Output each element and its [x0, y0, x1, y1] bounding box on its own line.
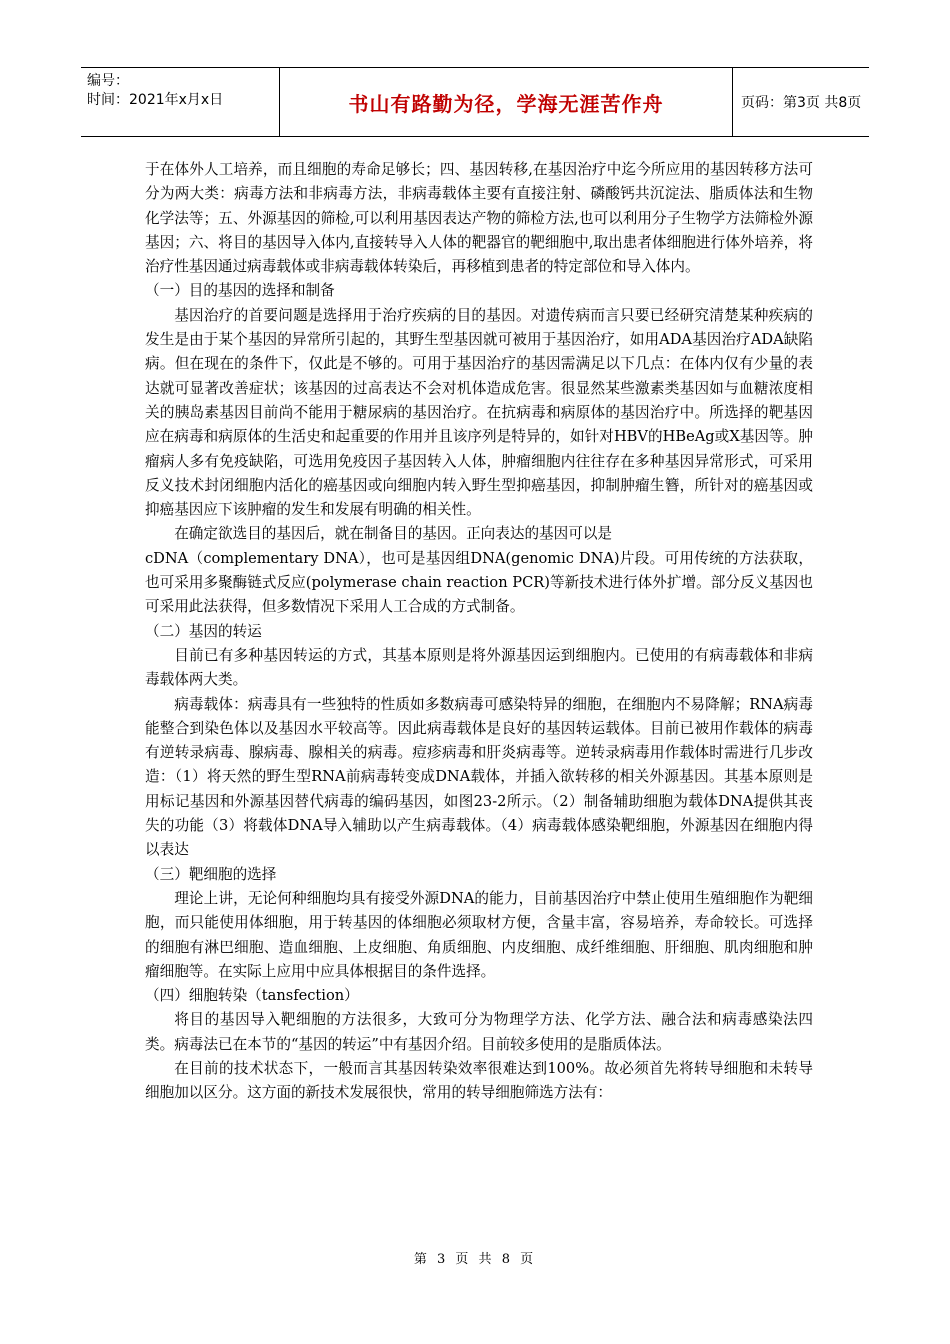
document-date: 时间：2021年x月x日 [87, 92, 224, 108]
header-page-info: 页码：第3页 共8页 [741, 95, 862, 111]
paragraph: 病毒载体：病毒具有一些独特的性质如多数病毒可感染特异的细胞，在细胞内不易降解；RNA病毒能整合到染色体以及基因水平较高等。因此病毒载体是良好的基因转运载体。目前已被用作载体的病毒有逆转录病毒、腺病毒、腺相关的病毒。痘疹病毒和肝炎病毒等。逆转录病毒用作载体时需进行几步改造：（1）将天然的野生型RNA前病毒转变成DNA载体，并插入欲转移的相关外源基因。其基本原则是用标记基因和外源基因替代病毒的编码基因，如图23-2所示。（2）制备辅助细胞为载体DNA提供其丧失的功能（3）将载体DNA导入辅助以产生病毒载体。（4）病毒载体感染靶细胞，外源基因在细胞内得以表达 [145, 695, 813, 859]
paragraph: 理论上讲，无论何种细胞均具有接受外源DNA的能力，目前基因治疗中禁止使用生殖细胞作为靶细胞，而只能使用体细胞，用于转基因的体细胞必须取材方便，含量丰富，容易培养，寿命较长。可选择的细胞有淋巴细胞、造血细胞、上皮细胞、角质细胞、内皮细胞、成纤维细胞、肝细胞、肌肉细胞和肿瘤细胞等。在实际上应用中应具体根据目的条件选择。 [145, 889, 813, 980]
header-motto: 书山有路勤为径，学海无涯苦作舟 [348, 91, 664, 116]
paragraph: cDNA（complementary DNA），也可是基因组DNA(genomic DNA)片段。可用传统的方法获取，也可采用多聚酶链式反应(polymerase chain reaction PCR)等新技术进行体外扩增。部分反义基因也可采用此法获得，但多数情况下采用人工合成的方式制备。 [145, 549, 813, 616]
header-motto-cell [280, 68, 733, 136]
paragraph: 基因治疗的首要问题是选择用于治疗疾病的目的基因。对遗传病而言只要已经研究清楚某种疾病的发生是由于某个基因的异常所引起的，其野生型基因就可被用于基因治疗，如用ADA基因治疗ADA缺陷病。但在现在的条件下，仅此是不够的。可用于基因治疗的基因需满足以下几点：在体内仅有少量的表达就可显著改善症状；该基因的过高表达不会对机体造成危害。很显然某些激素类基因如与血糖浓度相关的胰岛素基因目前尚不能用于糖尿病的基因治疗。在抗病毒和病原体的基因治疗中。所选择的靶基因应在病毒和病原体的生活史和起重要的作用并且该序列是特异的，如针对HBV的HBeAg或X基因等。肿瘤病人多有免疫缺陷，可选用免疫因子基因转入人体，肿瘤细胞内往往存在多种基因异常形式，可采用反义技术封闭细胞内活化的癌基因或向细胞内转入野生型抑癌基因，抑制肿瘤生簪，所针对的癌基因或抑癌基因应下该肿瘤的发生和发展有明确的相关性。 [145, 306, 813, 519]
paragraph: 在目前的技术状态下，一般而言其基因转染效率很难达到100%。故必须首先将转导细胞和未转导细胞加以区分。这方面的新技术发展很快，常用的转导细胞筛选方法有： [145, 1059, 813, 1102]
header-page-info-cell [733, 68, 869, 136]
paragraph-intro-continuation: 于在体外人工培养，而且细胞的寿命足够长；四、基因转移,在基因治疗中迄今所应用的基因转移方法可分为两大类：病毒方法和非病毒方法，非病毒载体主要有直接注射、磷酸钙共沉淀法、脂质体法和生物化学法等；五、外源基因的筛检,可以利用基因表达产物的筛检方法,也可以利用分子生物学方法筛检外源基因；六、将目的基因导入体内,直接转导入人体的靶器官的靶细胞中,取出患者体细胞进行体外培养，将治疗性基因通过病毒载体或非病毒载体转染后，再移植到患者的特定部位和导入体内。 [145, 161, 813, 276]
header-meta [81, 68, 280, 136]
document-number-label: 编号： [87, 73, 129, 89]
section-heading-transfection: （四）细胞转染（tansfection） [145, 987, 359, 1005]
page-header [81, 67, 869, 137]
section-heading-target-cells: （三）靶细胞的选择 [145, 865, 277, 883]
paragraph: 将目的基因导入靶细胞的方法很多，大致可分为物理学方法、化学方法、融合法和病毒感染法四类。病毒法已在本节的“基因的转运”中有基因介绍。目前较多使用的是脂质体法。 [145, 1011, 813, 1053]
section-heading-gene-selection: （一）目的基因的选择和制备 [145, 282, 335, 300]
paragraph: 在确定欲选目的基因后，就在制备目的基因。正向表达的基因可以是 [174, 525, 613, 543]
page-footer: 第 3 页 共 8 页 [413, 1252, 537, 1267]
document-body [145, 158, 813, 1106]
paragraph: 目前已有多种基因转运的方式，其基本原则是将外源基因运到细胞内。已使用的有病毒载体和非病毒载体两大类。 [145, 646, 813, 689]
section-heading-gene-transport: （二）基因的转运 [145, 622, 262, 640]
